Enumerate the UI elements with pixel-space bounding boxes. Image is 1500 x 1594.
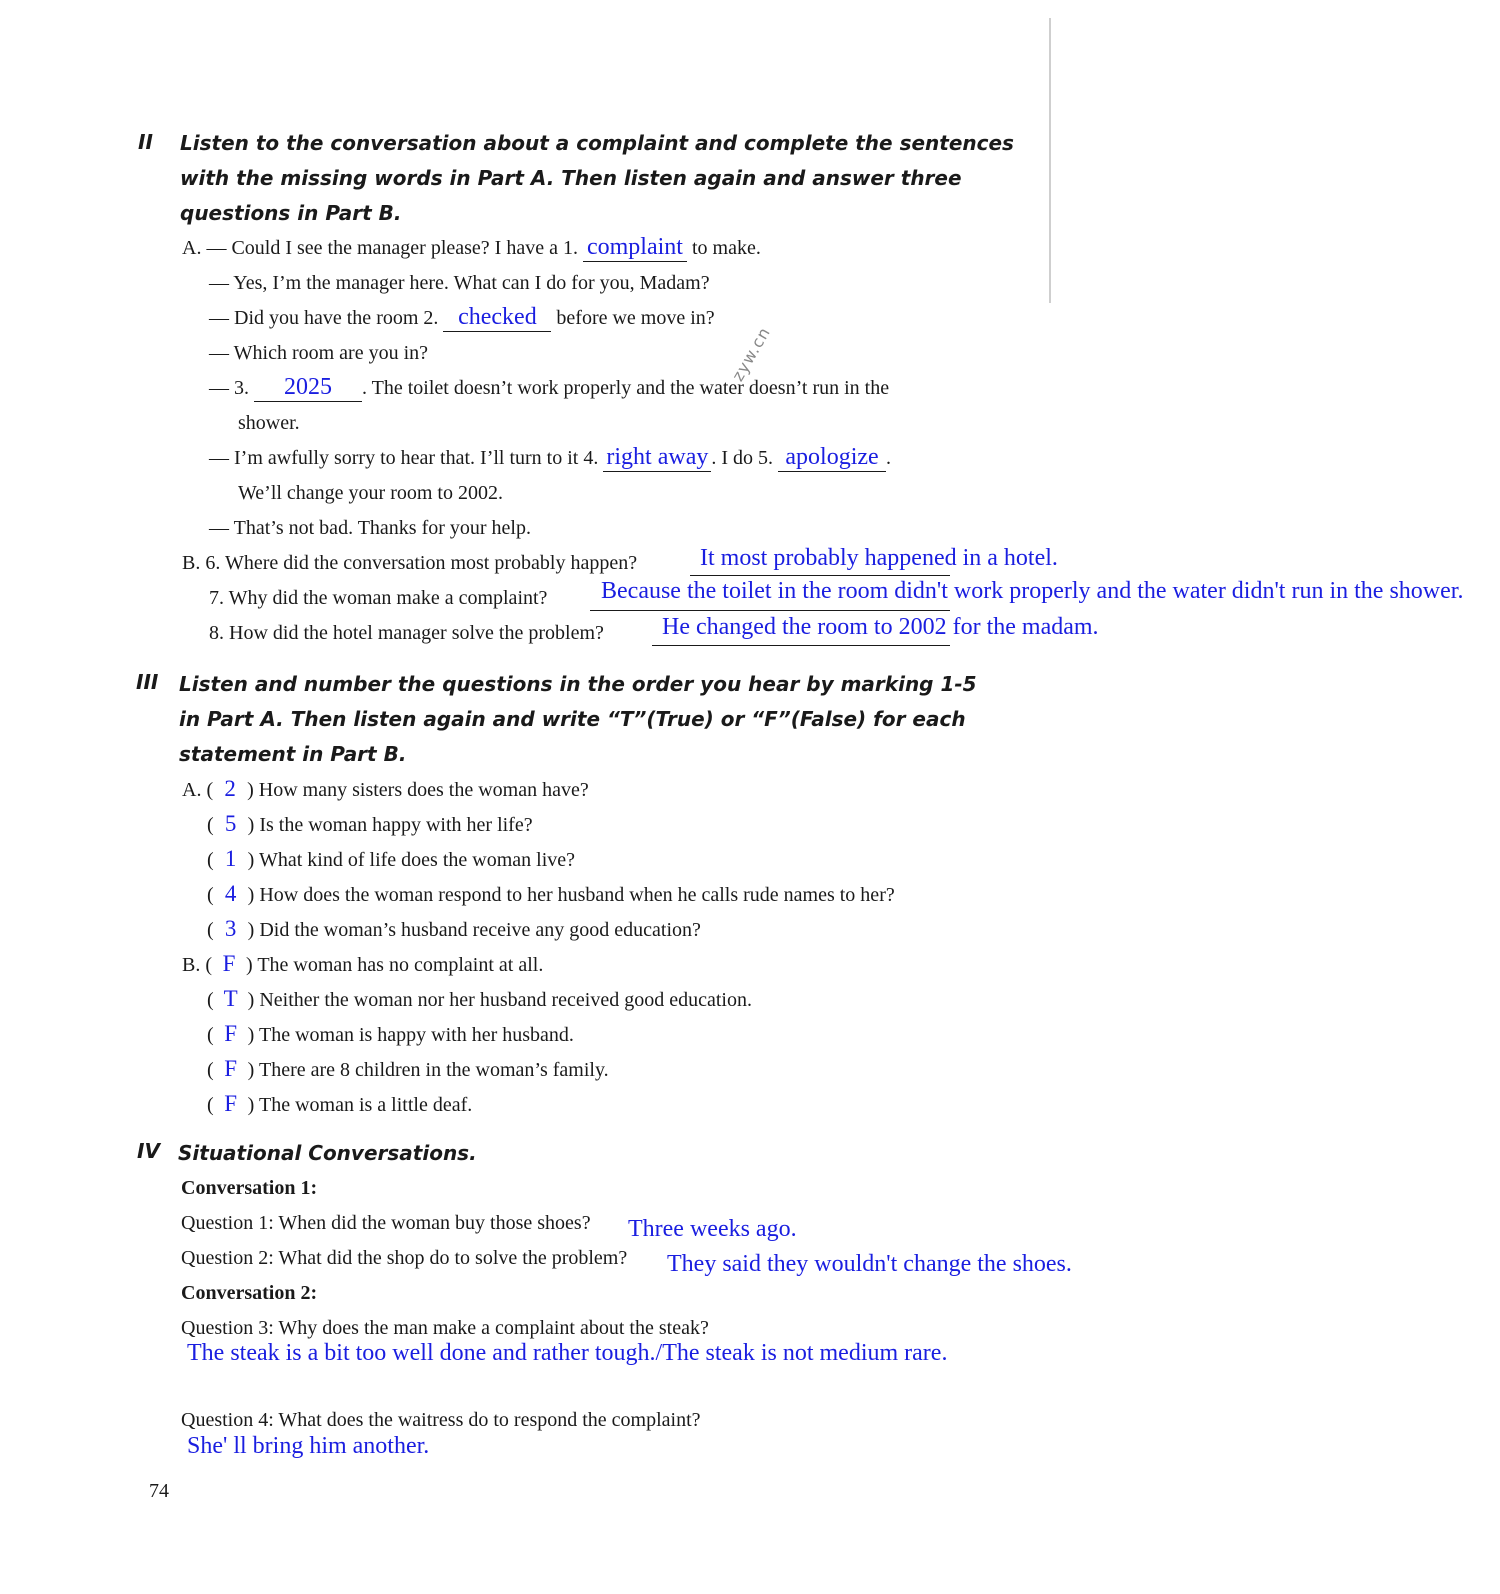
question-1: Question 1: When did the woman buy those shoes? (181, 1212, 591, 1234)
order-answer: 3 (224, 916, 237, 941)
page-fold-line (1049, 18, 1051, 303)
question-3: Question 3: Why does the man make a complaint about the steak? (181, 1317, 709, 1339)
dialogue-line-6 (209, 444, 891, 472)
tf-answer: F (224, 1091, 238, 1116)
open-paren: ( (207, 849, 214, 871)
answer-2: checked (458, 304, 537, 330)
item-text: There are 8 children in the woman’s family. (258, 1059, 609, 1081)
dialogue-line-3 (209, 304, 715, 332)
open-paren: ( (207, 1024, 214, 1046)
item-text: What kind of life does the woman live? (258, 849, 575, 871)
ordering-item-1 (182, 775, 589, 804)
answer-blank-4 (603, 444, 711, 472)
item-text: Did the woman’s husband receive any good education? (259, 919, 701, 941)
close-paren: ) (247, 814, 255, 836)
answer-line-8 (652, 645, 950, 646)
item-text: How many sisters does the woman have? (258, 779, 589, 801)
order-answer: 1 (224, 846, 237, 871)
section-ii-instruction-line-2: with the missing words in Part A. Then listen again and answer three (180, 166, 962, 190)
answer-question-1: Three weeks ago. (628, 1216, 797, 1242)
order-answer: 4 (224, 881, 237, 906)
item-text: Is the woman happy with her life? (259, 814, 533, 836)
question-6: B. 6. Where did the conversation most probably happen? (182, 552, 638, 574)
answer-7: Because the toilet in the room didn't work properly and the water didn't run in the shower. (601, 578, 1464, 604)
item-label: B. ( (182, 954, 212, 976)
tf-item-2 (207, 985, 752, 1014)
close-paren: ) (247, 849, 255, 871)
answer-question-4: She' ll bring him another. (187, 1433, 430, 1459)
dialogue-text: — Did you have the room 2. (209, 307, 439, 329)
item-label: A. ( (182, 779, 214, 801)
dialogue-text: A. — Could I see the manager please? I have a 1. (182, 237, 578, 259)
open-paren: ( (207, 919, 214, 941)
dialogue-text: — I’m awfully sorry to hear that. I’ll turn to it 4. (209, 447, 599, 469)
answer-line-6 (690, 575, 950, 576)
open-paren: ( (207, 1059, 214, 1081)
open-paren: ( (207, 884, 214, 906)
question-2: Question 2: What did the shop do to solve the problem? (181, 1247, 628, 1269)
item-text: The woman has no complaint at all. (257, 954, 544, 976)
item-text: Neither the woman nor her husband received good education. (259, 989, 752, 1011)
conversation-2-heading: Conversation 2: (181, 1282, 318, 1304)
answer-blank-1 (583, 234, 687, 262)
dialogue-text: before we move in? (556, 307, 715, 329)
close-paren: ) (246, 954, 253, 976)
open-paren: ( (207, 1094, 214, 1116)
dialogue-line-5-continued: shower. (238, 412, 300, 434)
answer-5: apologize (785, 444, 879, 470)
answer-6: It most probably happened in a hotel. (700, 545, 1058, 571)
item-text: How does the woman respond to her husband when he calls rude names to her? (259, 884, 895, 906)
dialogue-text: . (886, 447, 892, 469)
dialogue-text: — 3. (209, 377, 249, 399)
answer-blank-2 (443, 304, 551, 332)
item-text: The woman is happy with her husband. (258, 1024, 574, 1046)
ordering-item-4 (207, 880, 895, 909)
section-iv-title: Situational Conversations. (178, 1141, 477, 1165)
close-paren: ) (247, 919, 255, 941)
tf-answer: T (223, 986, 238, 1011)
dialogue-text: . The toilet doesn’t work properly and the water doesn’t run in the (362, 377, 890, 399)
close-paren: ) (247, 989, 255, 1011)
answer-4: right away (606, 444, 709, 470)
dialogue-line-4: — Which room are you in? (209, 342, 429, 364)
item-text: The woman is a little deaf. (258, 1094, 473, 1116)
answer-blank-3 (254, 374, 362, 402)
section-iii-instruction-line-3: statement in Part B. (179, 742, 407, 766)
ordering-item-5 (207, 915, 701, 944)
question-8: 8. How did the hotel manager solve the problem? (209, 622, 604, 644)
section-iii-number: III (136, 670, 159, 694)
page-number: 74 (149, 1480, 169, 1502)
close-paren: ) (247, 1094, 255, 1116)
tf-answer: F (222, 951, 236, 976)
conversation-1-heading: Conversation 1: (181, 1177, 318, 1199)
close-paren: ) (247, 884, 255, 906)
tf-answer: F (224, 1056, 238, 1081)
close-paren: ) (247, 1059, 255, 1081)
watermark: zyw.cn (728, 323, 775, 385)
question-7: 7. Why did the woman make a complaint? (209, 587, 548, 609)
answer-question-2: They said they wouldn't change the shoes. (667, 1251, 1072, 1277)
dialogue-line-6-continued: We’ll change your room to 2002. (238, 482, 503, 504)
tf-item-1 (182, 950, 543, 979)
open-paren: ( (207, 814, 214, 836)
answer-3: 2025 (284, 374, 332, 400)
tf-item-5 (207, 1090, 472, 1119)
dialogue-text: . I do 5. (711, 447, 774, 469)
answer-blank-5 (778, 444, 886, 472)
section-iii-instruction-line-2: in Part A. Then listen again and write “T”(True) or “F”(False) for each (179, 707, 966, 731)
order-answer: 2 (224, 776, 236, 801)
answer-8: He changed the room to 2002 for the madam. (662, 614, 1099, 640)
close-paren: ) (247, 779, 254, 801)
section-iii-instruction-line-1: Listen and number the questions in the order you hear by marking 1-5 (179, 672, 977, 696)
dialogue-line-1 (182, 234, 761, 262)
dialogue-line-5 (209, 374, 889, 402)
close-paren: ) (247, 1024, 255, 1046)
dialogue-line-2: — Yes, I’m the manager here. What can I do for you, Madam? (209, 272, 710, 294)
answer-line-7 (590, 610, 950, 611)
ordering-item-2 (207, 810, 533, 839)
section-ii-instruction-line-3: questions in Part B. (180, 201, 402, 225)
dialogue-text: to make. (691, 237, 761, 259)
section-ii-number: II (138, 130, 153, 154)
open-paren: ( (207, 989, 214, 1011)
answer-1: complaint (586, 234, 683, 260)
tf-item-3 (207, 1020, 574, 1049)
dialogue-line-7: — That’s not bad. Thanks for your help. (209, 517, 531, 539)
order-answer: 5 (224, 811, 237, 836)
answer-question-3: The steak is a bit too well done and rather tough./The steak is not medium rare. (187, 1340, 948, 1366)
section-iv-number: IV (137, 1139, 160, 1163)
ordering-item-3 (207, 845, 575, 874)
section-ii-instruction-line-1: Listen to the conversation about a complaint and complete the sentences (180, 131, 1014, 155)
tf-answer: F (224, 1021, 238, 1046)
tf-item-4 (207, 1055, 609, 1084)
question-4: Question 4: What does the waitress do to respond the complaint? (181, 1409, 701, 1431)
